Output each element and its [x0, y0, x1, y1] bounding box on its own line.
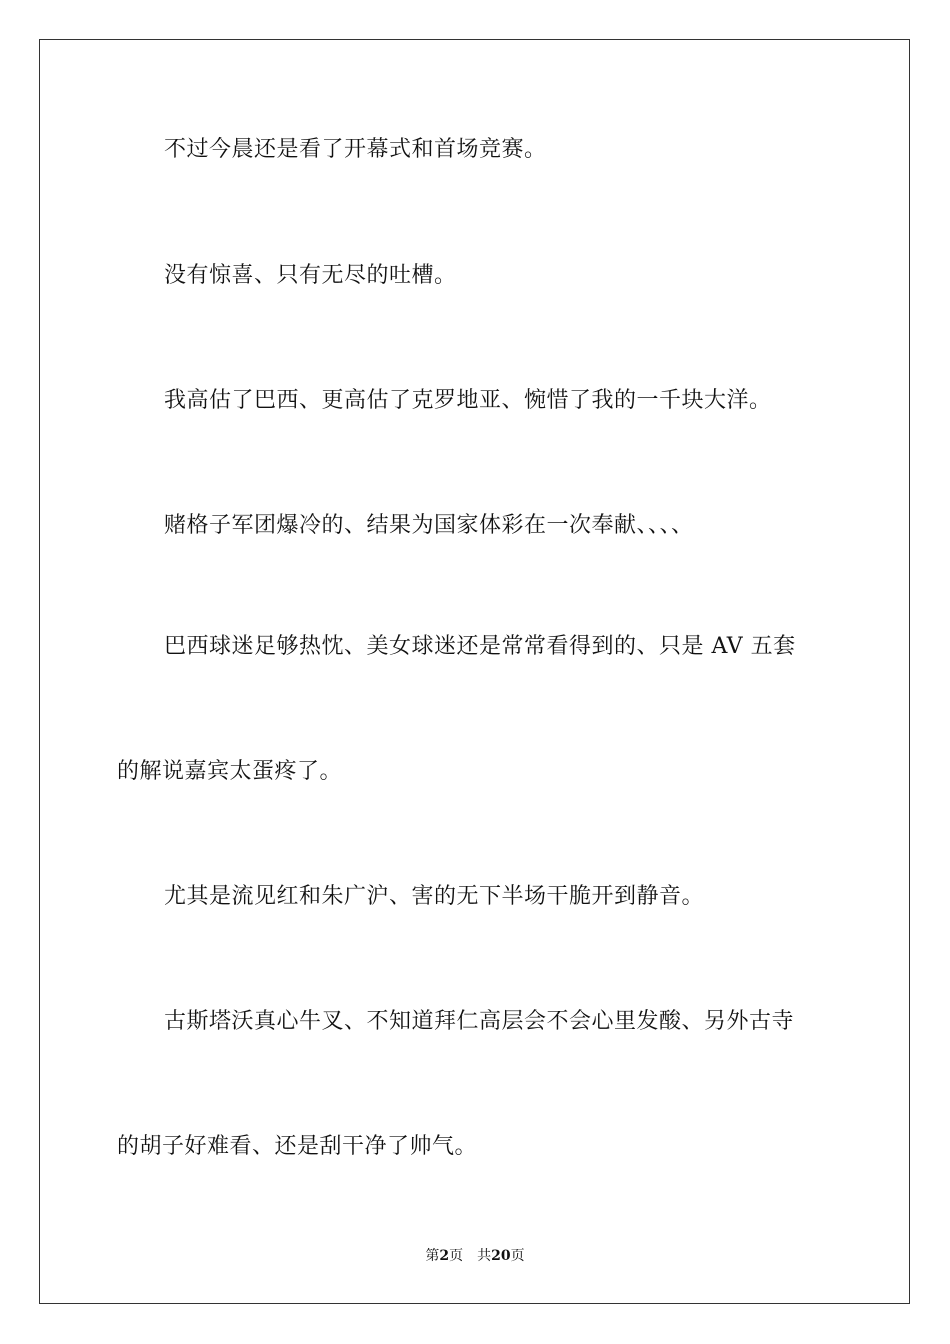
page-prefix: 第	[425, 1248, 440, 1264]
paragraph-7-line-2: 的胡子好难看、还是刮干净了帅气。	[117, 1134, 478, 1159]
total-suffix: 页	[510, 1248, 525, 1264]
paragraph-4-line-1: 赌格子军团爆冷的、结果为国家体彩在一次奉献、、、、	[164, 513, 694, 538]
total-pages: 20	[491, 1248, 511, 1264]
total-prefix: 共	[477, 1248, 492, 1264]
paragraph-1-line-1: 不过今晨还是看了开幕式和首场竞赛。	[164, 137, 547, 162]
page-border	[39, 39, 910, 1304]
paragraph-2-line-1: 没有惊喜、只有无尽的吐槽。	[164, 263, 457, 288]
paragraph-3-line-1: 我高估了巴西、更高估了克罗地亚、惋惜了我的一千块大洋。	[164, 388, 772, 413]
paragraph-5-line-2: 的解说嘉宾太蛋疼了。	[117, 759, 343, 784]
page-suffix: 页	[449, 1248, 464, 1264]
paragraph-7-line-1: 古斯塔沃真心牛叉、不知道拜仁高层会不会心里发酸、另外古寺	[164, 1009, 795, 1034]
page-number: 2	[439, 1248, 450, 1264]
paragraph-5-line-1: 巴西球迷足够热忱、美女球迷还是常常看得到的、只是 AV 五套	[164, 634, 796, 659]
page-footer	[0, 1247, 950, 1265]
paragraph-6-line-1: 尤其是流见红和朱广沪、害的无下半场干脆开到静音。	[164, 884, 705, 909]
